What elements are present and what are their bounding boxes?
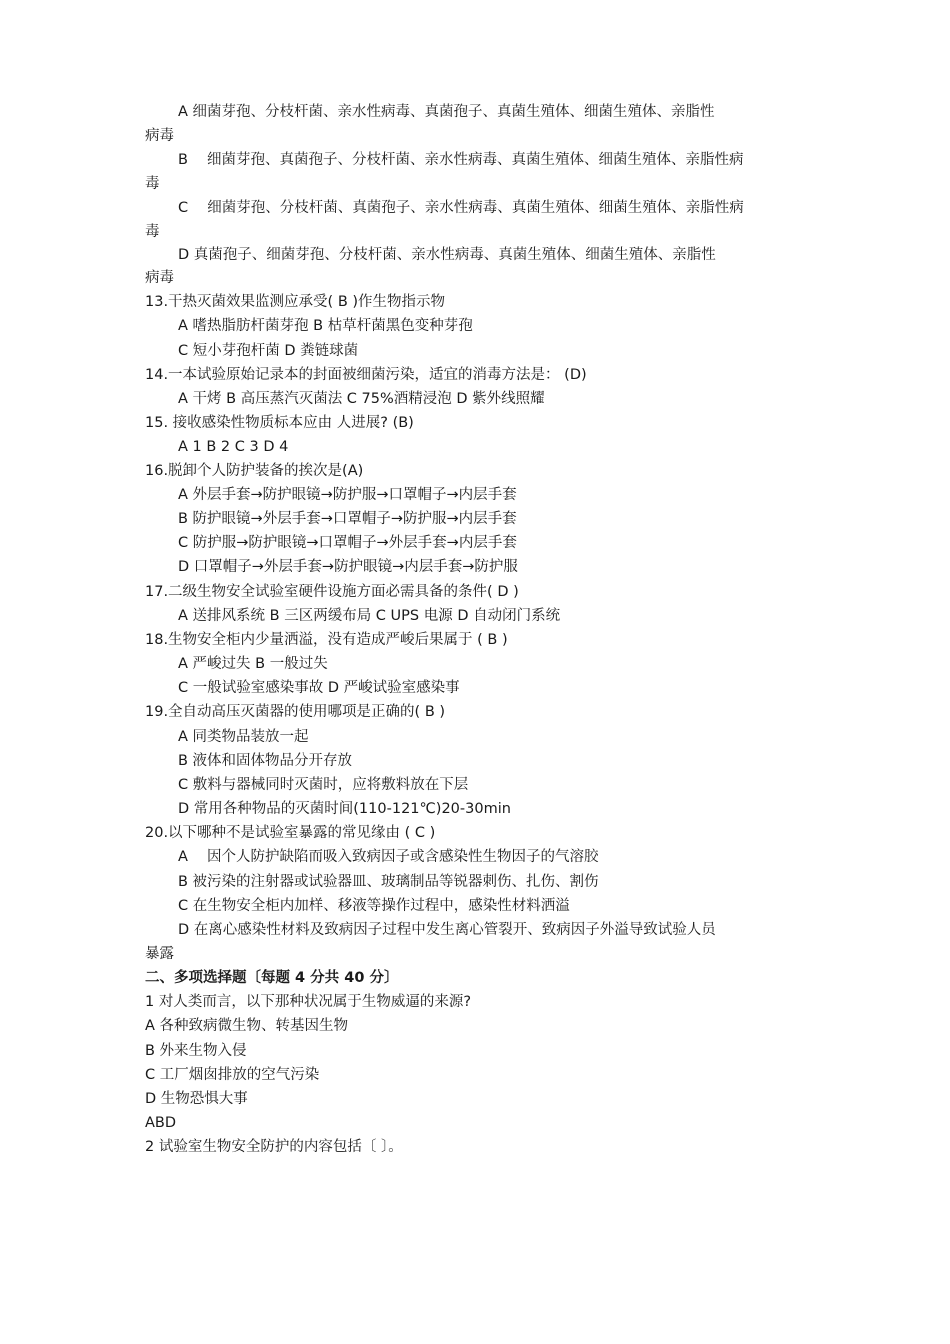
option-line: A 送排风系统 B 三区两缓布局 C UPS 电源 D 自动闭门系统 <box>178 608 561 624</box>
question-20: 20.以下哪种不是试验室暴露的常见缘由 ( C ) <box>145 825 436 841</box>
option-line: C 一般试验室感染事故 D 严峻试验室感染事 <box>178 680 460 696</box>
option-line: C 敷料与器械同时灭菌时，应将敷料放在下层 <box>178 777 469 793</box>
option-line: D 生物恐惧大事 <box>145 1091 248 1107</box>
option-line: A 干烤 B 高压蒸汽灭菌法 C 75%酒精浸泡 D 紫外线照耀 <box>178 391 545 407</box>
option-line: D 在离心感染性材料及致病因子过程中发生离心管裂开、致病因子外溢导致试验人员 <box>178 922 716 938</box>
section-heading: 二、多项选择题〔每题 4 分共 40 分〕 <box>145 970 399 986</box>
option-line: A 1 B 2 C 3 D 4 <box>178 439 289 455</box>
option-line: A 各种致病微生物、转基因生物 <box>145 1018 349 1034</box>
option-line: B 液体和固体物品分开存放 <box>178 753 353 769</box>
option-line: C 细菌芽孢、分枝杆菌、真菌孢子、亲水性病毒、真菌生殖体、细菌生殖体、亲脂性病 <box>178 200 744 216</box>
option-line: A 同类物品装放一起 <box>178 729 309 745</box>
option-line: A 细菌芽孢、分枝杆菌、亲水性病毒、真菌孢子、真菌生殖体、细菌生殖体、亲脂性 <box>178 104 715 120</box>
option-line: B 防护眼镜→外层手套→口罩帽子→防护服→内层手套 <box>178 511 517 527</box>
wrapped-line: 暴露 <box>145 946 174 962</box>
option-line: A 嗜热脂肪杆菌芽孢 B 枯草杆菌黑色变种芽孢 <box>178 318 473 334</box>
option-line: D 常用各种物品的灭菌时间(110-121℃)20-30min <box>178 801 511 817</box>
option-line: C 在生物安全柜内加样、移液等操作过程中，感染性材料洒溢 <box>178 898 570 914</box>
wrapped-line: 毒 <box>145 176 160 192</box>
question-13: 13.干热灭菌效果监测应承受( B )作生物指示物 <box>145 294 446 310</box>
question-14: 14.一本试验原始记录本的封面被细菌污染，适宜的消毒方法是： (D) <box>145 367 587 383</box>
option-line: A 因个人防护缺陷而吸入致病因子或含感染性生物因子的气溶胶 <box>178 849 599 865</box>
wrapped-line: 毒 <box>145 224 160 240</box>
wrapped-line: 病毒 <box>145 128 174 144</box>
answer-line: ABD <box>145 1115 177 1131</box>
multi-question-2: 2 试验室生物安全防护的内容包括〔 〕。 <box>145 1139 403 1155</box>
option-line: A 外层手套→防护眼镜→防护服→口罩帽子→内层手套 <box>178 487 517 503</box>
option-line: B 外来生物入侵 <box>145 1043 247 1059</box>
option-line: A 严峻过失 B 一般过失 <box>178 656 328 672</box>
multi-question-1: 1 对人类而言，以下那种状况属于生物威逼的来源? <box>145 994 472 1010</box>
question-16: 16.脱卸个人防护装备的挨次是(A) <box>145 463 364 479</box>
question-15: 15. 接收感染性物质标本应由 人进展? (B) <box>145 415 414 431</box>
question-18: 18.生物安全柜内少量洒溢，没有造成严峻后果属于 ( B ) <box>145 632 508 648</box>
option-line: D 真菌孢子、细菌芽孢、分枝杆菌、亲水性病毒、真菌生殖体、细菌生殖体、亲脂性 <box>178 247 716 263</box>
option-line: C 短小芽孢杆菌 D 粪链球菌 <box>178 343 359 359</box>
option-line: B 被污染的注射器或试验器皿、玻璃制品等锐器刺伤、扎伤、割伤 <box>178 874 599 890</box>
option-line: B 细菌芽孢、真菌孢子、分枝杆菌、亲水性病毒、真菌生殖体、细菌生殖体、亲脂性病 <box>178 152 744 168</box>
option-line: D 口罩帽子→外层手套→防护眼镜→内层手套→防护服 <box>178 559 518 575</box>
option-line: C 防护服→防护眼镜→口罩帽子→外层手套→内层手套 <box>178 535 517 551</box>
question-19: 19.全自动高压灭菌器的使用哪项是正确的( B ) <box>145 704 446 720</box>
question-17: 17.二级生物安全试验室硬件设施方面必需具备的条件( D ) <box>145 584 519 600</box>
option-line: C 工厂烟囱排放的空气污染 <box>145 1067 320 1083</box>
wrapped-line: 病毒 <box>145 270 174 286</box>
